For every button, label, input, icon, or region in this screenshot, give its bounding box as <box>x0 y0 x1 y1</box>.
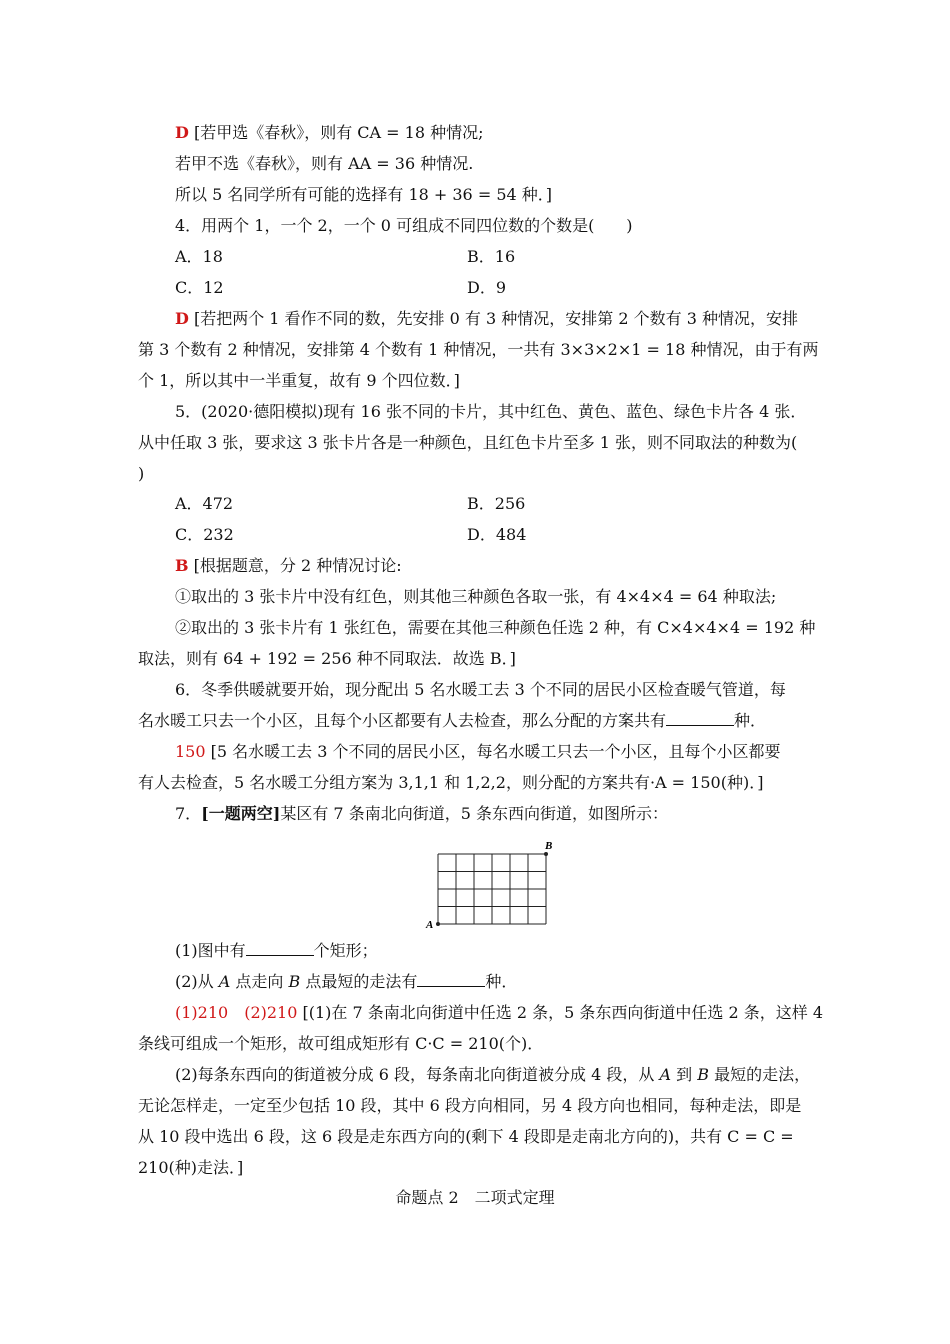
explanation-text: [若把两个 1 看作不同的数，先安排 0 有 3 种情况，安排第 2 个数有 3 种情况，安排 <box>188 309 798 328</box>
label-b: B <box>545 840 553 852</box>
explanation-text: (2)每条东西向的街道被分成 6 段，每条南北向街道被分成 4 段，从 <box>175 1065 660 1084</box>
question-7-stem <box>175 804 668 824</box>
answer-value: 150 <box>175 742 206 761</box>
answer-line <box>175 123 484 143</box>
question-5-stem-line: ) <box>138 464 145 483</box>
explanation-text: 最短的走法， <box>708 1065 811 1084</box>
explanation-line: 若甲不选《春秋》，则有 AA = 36 种情况. <box>175 154 474 173</box>
stem-text: 点走向 <box>230 972 289 991</box>
explanation-text: [若甲选《春秋》，则有 CA = 18 种情况; <box>188 123 484 142</box>
explanation-line: 所以 5 名同学所有可能的选择有 18 + 36 = 54 种．] <box>175 185 553 204</box>
q4-option-a: A．18 <box>175 247 223 266</box>
explanation-text: [根据题意，分 2 种情况讨论: <box>188 556 402 575</box>
point-a-ref: A <box>659 1065 672 1084</box>
answer-letter: B <box>175 556 189 575</box>
explanation-text: 到 <box>671 1065 698 1084</box>
point-b-dot <box>544 852 548 856</box>
q7-sub-2 <box>175 972 517 992</box>
stem-text: 点最短的走法有 <box>300 972 418 991</box>
question-4-stem: 4．用两个 1，一个 2，一个 0 可组成不同四位数的个数是( ) <box>175 216 633 235</box>
grid-lines <box>438 854 546 924</box>
q5-option-d: D．484 <box>467 525 527 544</box>
stem-text: 某区有 7 条南北向街道，5 条东西向街道，如图所示： <box>280 804 668 823</box>
q7-explanation <box>175 1003 823 1023</box>
q4-explanation-line: 个 1，所以其中一半重复，故有 9 个四位数．] <box>138 371 460 390</box>
section-heading: 命题点 2 二项式定理 <box>395 1188 555 1207</box>
stem-text: 种． <box>734 711 767 730</box>
question-5-stem: 5．(2020·德阳模拟)现有 16 张不同的卡片，其中红色、黄色、蓝色、绿色卡片各 4 张． <box>175 402 807 421</box>
q4-option-b: B．16 <box>467 247 516 266</box>
explanation-text: [(1)在 7 条南北向街道中任选 2 条，5 条东西向街道中任选 2 条，这样 4 <box>297 1003 824 1022</box>
stem-text: 种． <box>485 972 518 991</box>
q7-explanation-line: 210(种)走法．] <box>138 1158 244 1177</box>
q5-option-b: B．256 <box>467 494 526 513</box>
answer-letter: D <box>175 309 189 328</box>
q7-sub-1 <box>175 941 378 961</box>
question-6-stem: 6．冬季供暖就要开始，现分配出 5 名水暖工去 3 个不同的居民小区检查暖气管道，每 <box>175 680 786 699</box>
question-tag: [一题两空] <box>201 804 281 823</box>
q5-explanation <box>175 556 402 576</box>
fill-blank <box>246 941 314 956</box>
stem-text: 7． <box>175 804 202 823</box>
fill-blank <box>417 972 485 987</box>
point-a-ref: A <box>218 972 231 991</box>
q5-explanation-line: ①取出的 3 张卡片中没有红色，则其他三种颜色各取一张，有 4×4×4 = 64 种取法; <box>175 587 777 606</box>
q6-explanation-line: 有人去检查，5 名水暖工分组方案为 3,1,1 和 1,2,2，则分配的方案共有·A = 150(种)．] <box>138 773 764 792</box>
q6-explanation <box>175 742 781 762</box>
q7-explanation-line: 无论怎样走，一定至少包括 10 段，其中 6 段方向相同，另 4 段方向也相同，每种走法，即是 <box>138 1096 802 1115</box>
answer-value: (1)210 (2)210 <box>175 1003 298 1022</box>
q5-explanation-line: 取法，则有 64 + 192 = 256 种不同取法．故选 B．] <box>138 649 516 668</box>
stem-text: 名水暖工只去一个小区，且每个小区都要有人去检查，那么分配的方案共有 <box>138 711 667 730</box>
fill-blank <box>666 711 734 726</box>
q4-option-d: D．9 <box>467 278 507 297</box>
explanation-text: [5 名水暖工去 3 个不同的居民小区，每名水暖工只去一个小区，且每个小区都要 <box>205 742 781 761</box>
question-5-stem-line: 从中任取 3 张，要求这 3 张卡片各是一种颜色，且红色卡片至多 1 张，则不同取法的种数为( <box>138 433 798 452</box>
label-a: A <box>426 919 434 931</box>
answer-letter: D <box>175 123 189 142</box>
q7-explanation-line: 从 10 段中选出 6 段，这 6 段是走东西方向的(剩下 4 段即是走南北方向的)，共有 C = C = <box>138 1127 794 1146</box>
q5-option-a: A．472 <box>175 494 234 513</box>
point-a-dot <box>436 922 440 926</box>
q4-explanation-line: 第 3 个数有 2 种情况，安排第 4 个数有 1 种情况，一共有 3×3×2×1 = 18 种情况，由于有两 <box>138 340 819 359</box>
street-grid-figure <box>424 838 564 932</box>
q7-explanation-line <box>175 1065 810 1085</box>
q7-explanation-line: 条线可组成一个矩形，故可组成矩形有 C·C = 210(个)． <box>138 1034 544 1053</box>
point-b-ref: B <box>697 1065 709 1084</box>
q5-option-c: C．232 <box>175 525 234 544</box>
stem-text: (2)从 <box>175 972 219 991</box>
point-b-ref: B <box>288 972 301 991</box>
q4-option-c: C．12 <box>175 278 224 297</box>
stem-text: (1)图中有 <box>175 941 246 960</box>
question-6-stem-line <box>138 711 766 731</box>
q4-explanation <box>175 309 798 329</box>
q5-explanation-line: ②取出的 3 张卡片有 1 张红色，需要在其他三种颜色任选 2 种，有 C×4×4×4 = 192 种 <box>175 618 816 637</box>
stem-text: 个矩形； <box>313 941 378 960</box>
